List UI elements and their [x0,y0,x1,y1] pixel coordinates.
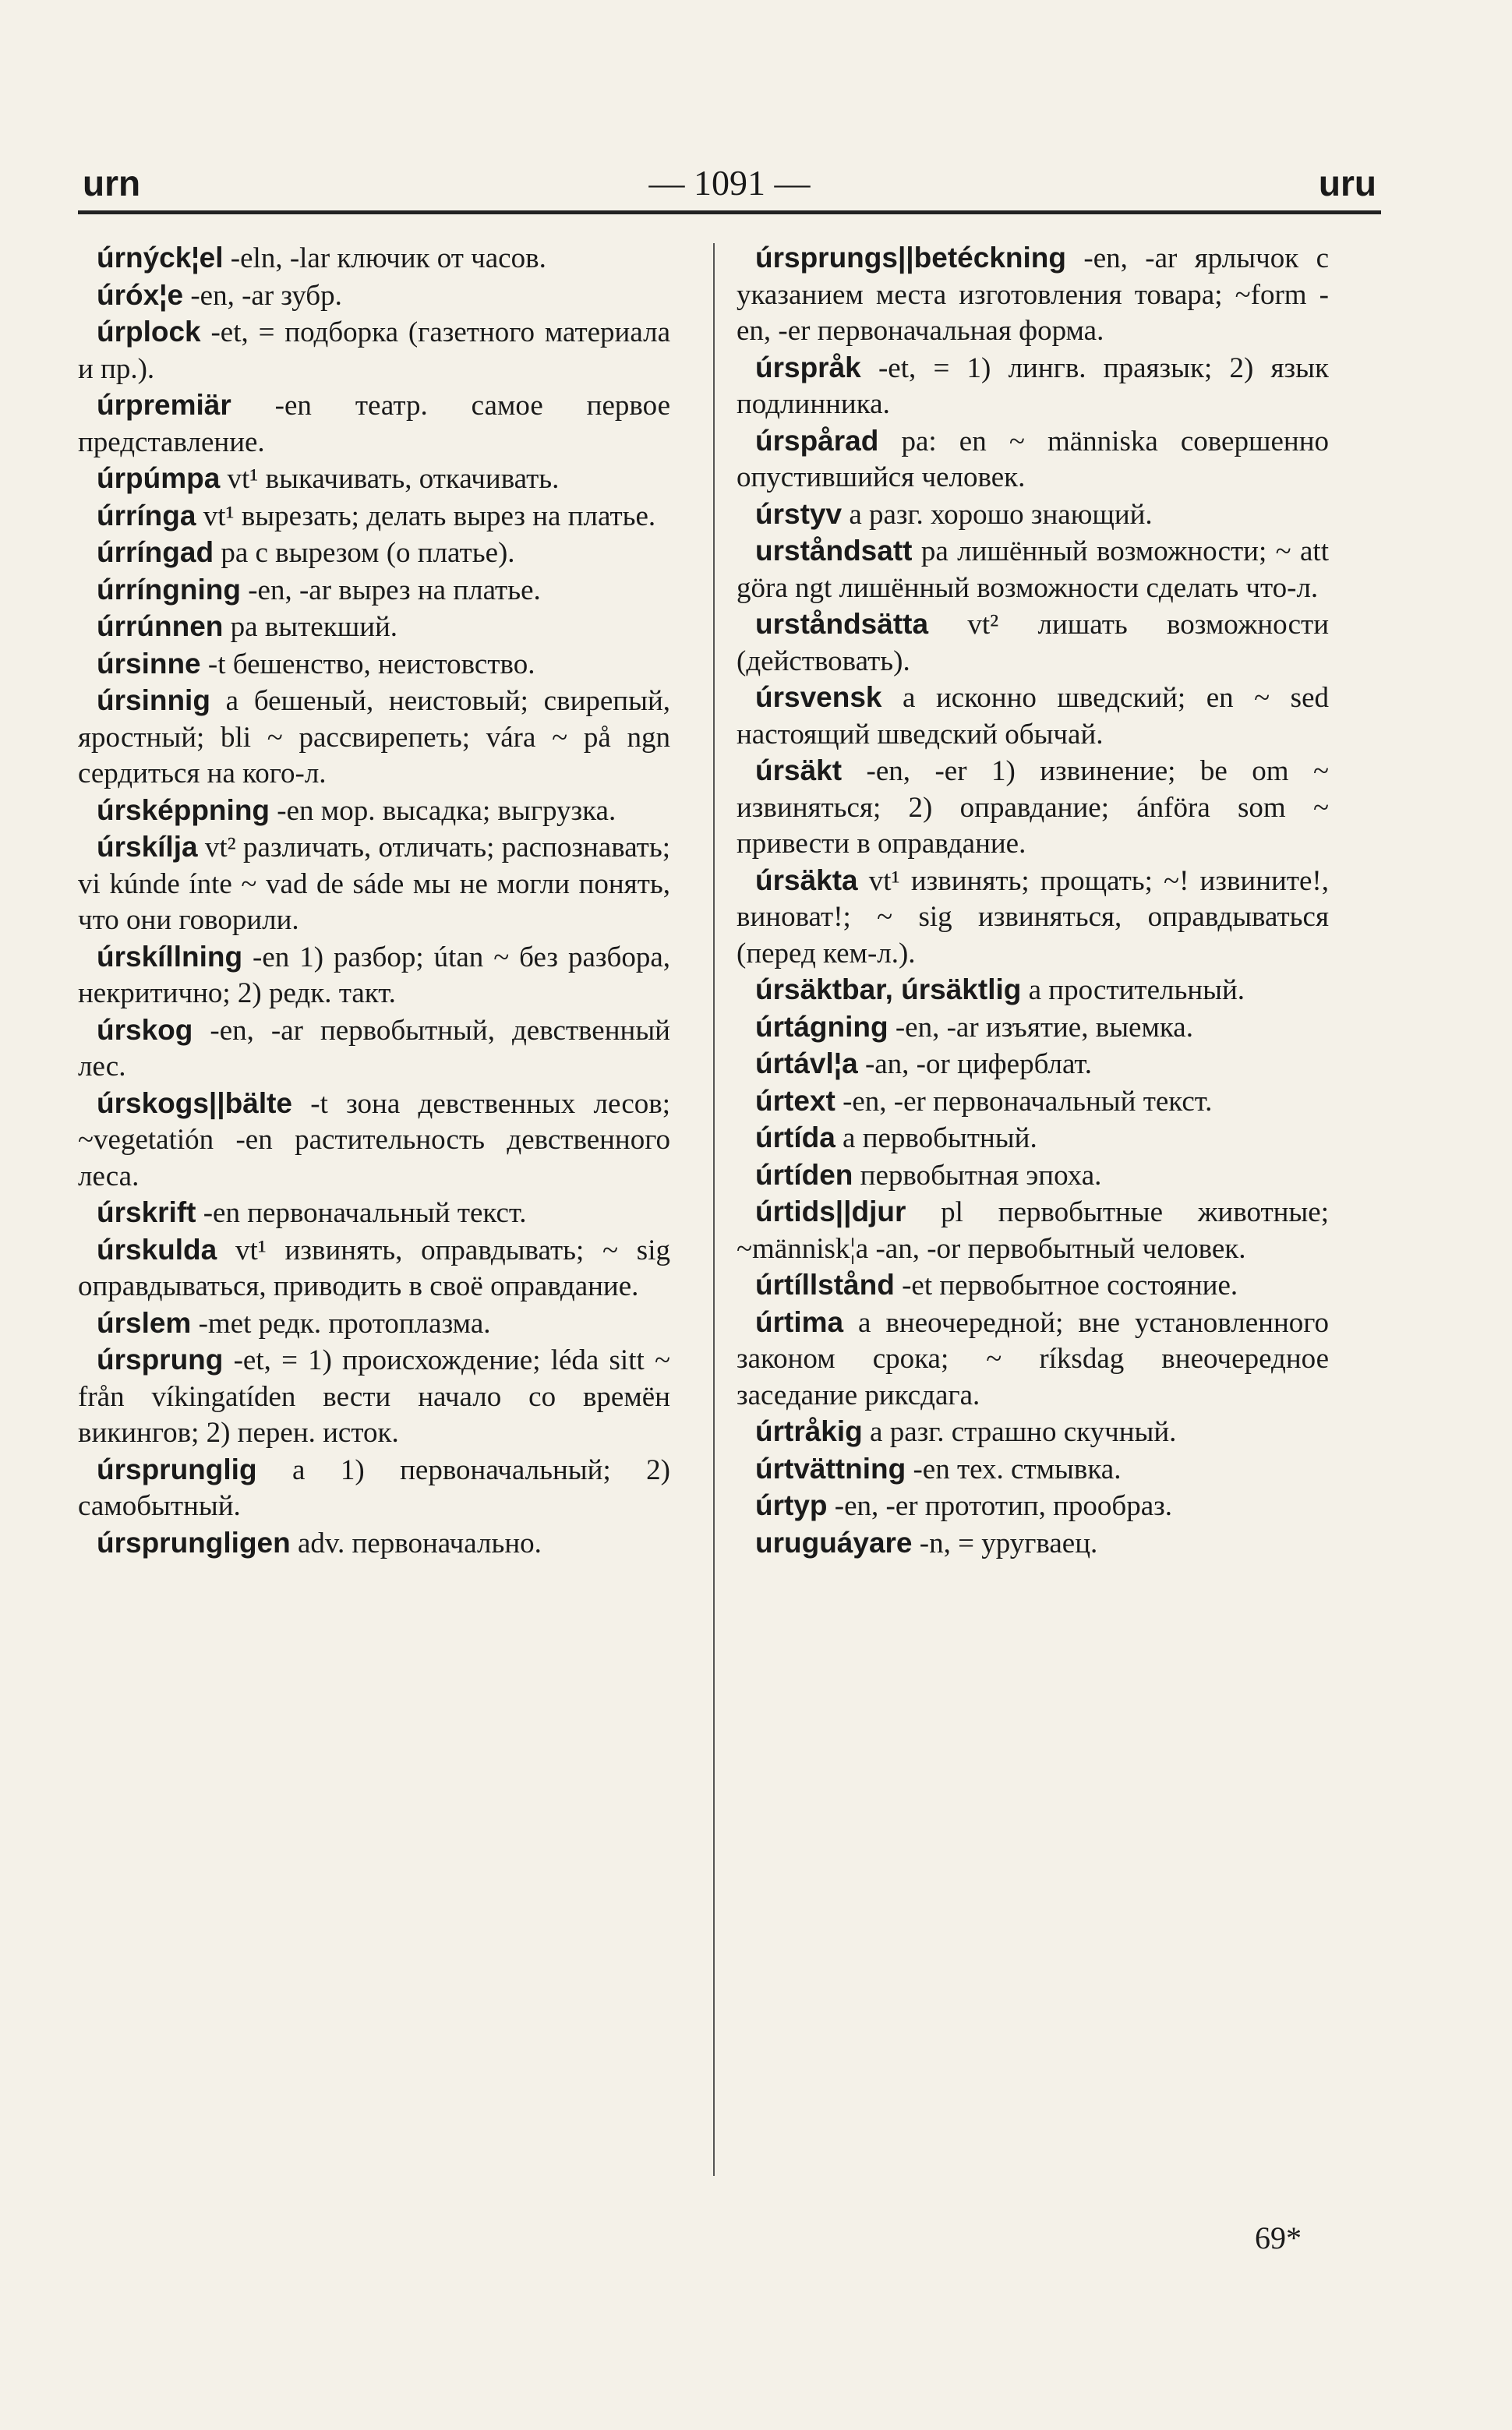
entry-definition: a внеочередной; вне установленного законом срока; ~ ríksdag внеочередное заседание риксдага. [737,1306,1329,1411]
entry-headword: úrsprunglig [97,1453,257,1485]
entry-definition: a бешеный, неистовый; свирепый, яростный; bli ~ рассвирепеть; vára ~ på ngn сердиться на кого-л. [78,685,670,789]
dictionary-entry [78,387,670,461]
entry-definition: -en 1) разбор; útan ~ без разбора, некритично; 2) редк. такт. [78,941,670,1009]
dictionary-entry [737,1267,1329,1305]
entry-definition: vt¹ извинять; прощать; ~! извините!, виноват!; ~ sig извиняться, оправдываться (перед кем-л.). [737,864,1329,970]
entry-headword: úrsprung [97,1344,224,1376]
entry-headword: úrtágning [755,1010,888,1043]
entry-definition: -en мор. высадка; выгрузка. [270,794,616,827]
entry-definition: vt² лишать возможности (действовать). [737,609,1329,677]
entry-headword: úrsäkt [755,754,843,786]
dictionary-entry [737,1157,1329,1195]
entry-definition: -en театр. самое первое представление. [78,390,670,458]
dictionary-entry [78,535,670,572]
dictionary-entry [78,646,670,683]
entry-definition: первобытная эпоха. [853,1159,1102,1192]
entry-definition: -en, -er 1) извинение; be om ~ извиняться; 2) оправдание; ánföra som ~ привести в оправдание. [737,755,1329,860]
entry-headword: úrrúnnen [97,610,224,642]
entry-headword: úrstyv [755,497,843,530]
entry-headword: úrsprungs||betéckning [755,242,1066,274]
entry-definition: a исконно шведский; en ~ sed настоящий шведский обычай. [737,682,1329,751]
entry-headword: úrpremiär [97,389,231,421]
dictionary-entry [78,1086,670,1196]
running-head [83,162,1376,217]
entry-headword: urståndsätta [755,608,929,640]
dictionary-entry [737,1305,1329,1415]
entry-headword: úrskulda [97,1233,217,1266]
dictionary-entry [737,606,1329,680]
entry-headword: úrsäktbar, úrsäktlig [755,973,1022,1005]
entry-headword: úrtima [755,1305,844,1338]
entry-headword: úrskíllning [97,940,243,973]
entry-definition: -et первобытное состояние. [894,1270,1238,1302]
entry-definition: pa лишённый возможности; ~ att göra ngt лишённый возможности сделать что-л. [737,535,1329,604]
dictionary-entry [78,609,670,646]
dictionary-entry [737,1488,1329,1525]
entry-definition: vt¹ выкачивать, откачивать. [220,463,560,495]
entry-definition: -en, -ar вырез на платье. [240,574,541,606]
dictionary-entry [737,1414,1329,1451]
entry-definition: a 1) первоначальный; 2) самобытный. [78,1453,670,1522]
dictionary-entry [78,277,670,315]
dictionary-entry [78,1012,670,1086]
column-divider [713,243,715,2176]
dictionary-entry [737,972,1329,1009]
dictionary-entry [737,240,1329,350]
entry-definition: -et, = подборка (газетного материала и пр.). [78,316,670,385]
entry-definition: pa: en ~ människa совершенно опустившийся человек. [737,425,1329,493]
entry-headword: úrskogs||bälte [97,1086,292,1119]
entry-definition: adv. первоначально. [290,1527,542,1559]
entry-headword: úrtíllstånd [755,1269,895,1301]
entry-headword: úrslem [97,1306,192,1339]
entry-headword: úrtyp [755,1489,828,1521]
entry-definition: vt² различать, отличать; распознавать; vi kúnde ínte ~ vad de sáde мы не могли понять, что они говорили. [78,832,670,936]
entry-definition: pa вытекший. [223,611,398,643]
page-number: — 1091 — [648,163,811,203]
entry-headword: úrskog [97,1013,193,1046]
entry-headword: úrsvensk [755,681,882,713]
dictionary-entry [737,1046,1329,1083]
dictionary-entry [78,1525,670,1563]
dictionary-entry [737,1194,1329,1267]
entry-definition: -en, -er первоначальный текст. [835,1085,1213,1118]
dictionary-entry [78,683,670,793]
entry-definition: a разг. хорошо знающий. [842,498,1153,531]
entry-definition: -en, -ar ярлычок с указанием места изготовления товара; ~form -en, -er первоначальная форма. [737,242,1329,347]
entry-definition: -an, -or циферблат. [857,1048,1093,1080]
entry-definition: -en, -ar зубр. [183,279,342,312]
entry-headword: úrnýck¦el [97,242,224,274]
dictionary-entry [78,1305,670,1343]
dictionary-entry [737,1009,1329,1047]
entry-headword: úrskrift [97,1196,196,1228]
entry-headword: úrtvättning [755,1452,906,1485]
entry-headword: úrtíden [755,1158,853,1191]
entry-definition: -t зона девственных лесов; ~vegetatión -en растительность девственного леса. [78,1087,670,1192]
dictionary-entry [78,793,670,830]
dictionary-entry [737,1451,1329,1489]
entry-headword: úrrínga [97,499,196,532]
entry-headword: úrplock [97,316,201,348]
dictionary-entry [737,753,1329,863]
entry-headword: úrpúmpa [97,462,221,494]
dictionary-entry [78,314,670,387]
dictionary-entry [737,423,1329,496]
entry-definition: -en, -ar изъятие, выемка. [888,1011,1193,1044]
entry-headword: úrsinne [97,647,201,680]
dictionary-entry [737,1083,1329,1121]
entry-headword: úrsinnig [97,684,210,716]
entry-definition: vt¹ извинять, оправдывать; ~ sig оправдываться, приводить в своё оправдание. [78,1234,670,1302]
dictionary-entry [78,939,670,1012]
entry-headword: úrsképpning [97,793,270,826]
dictionary-entry [737,350,1329,423]
entry-definition: pa с вырезом (о платье). [214,537,515,569]
entry-definition: -en первоначальный текст. [196,1197,527,1229]
guide-word-left: urn [83,163,141,203]
dictionary-entry [78,1195,670,1232]
dictionary-entry [78,1232,670,1305]
entry-headword: úróx¦e [97,278,184,311]
dictionary-entry [737,863,1329,973]
dictionary-entry [78,498,670,535]
entry-headword: úrríngad [97,536,214,568]
entry-definition: pl первобытные животные; ~människ¦a -an, -or первобытный человек. [737,1196,1329,1265]
entry-definition: a разг. страшно скучный. [862,1416,1177,1448]
entry-definition: -eln, -lar ключик от часов. [223,242,546,274]
entry-definition: a первобытный. [835,1122,1037,1154]
entry-headword: úrspårad [755,424,879,457]
entry-headword: úrtída [755,1121,835,1153]
entry-definition: -n, = уругваец. [912,1527,1098,1559]
entry-headword: úrtávl¦a [755,1047,858,1079]
entry-definition: vt¹ вырезать; делать вырез на платье. [196,500,656,532]
dictionary-entry [737,1525,1329,1563]
entry-headword: úrsäkta [755,864,858,896]
entry-definition: a простительный. [1021,974,1245,1006]
dictionary-entry [78,1452,670,1525]
signature-mark: 69* [1255,2220,1302,2255]
entry-headword: úrskílja [97,831,198,863]
entry-definition: -en тех. стмывка. [906,1453,1122,1485]
right-column [737,240,1329,1562]
dictionary-entry [78,829,670,939]
dictionary-entry [737,680,1329,753]
dictionary-entry [78,240,670,277]
entry-definition: -en, -er прототип, прообраз. [827,1490,1173,1522]
dictionary-entry [737,533,1329,606]
dictionary-entry [737,496,1329,534]
entry-headword: úrspråk [755,351,861,383]
entry-headword: uruguáyare [755,1526,913,1559]
header-rule [78,210,1381,214]
entry-definition: -et, = 1) происхождение; léda sitt ~ från víkingatíden вести начало со времён викингов; 2) перен. исток. [78,1344,670,1449]
guide-word-right: uru [1318,163,1376,203]
entry-definition: -et, = 1) лингв. праязык; 2) язык подлинника. [737,351,1329,420]
entry-definition: -t бешенство, неистовство. [200,648,535,680]
dictionary-entry [78,572,670,609]
entry-definition: -met редк. протоплазма. [191,1307,491,1340]
entry-headword: úrtråkig [755,1415,863,1447]
entry-headword: urståndsatt [755,535,913,567]
left-column [78,240,670,1562]
entry-definition: -en, -ar первобытный, девственный лес. [78,1014,670,1083]
dictionary-entry [737,1120,1329,1157]
entry-headword: úrsprungligen [97,1526,291,1559]
dictionary-entry [78,461,670,498]
entry-headword: úrríngning [97,573,241,606]
entry-headword: úrtext [755,1084,835,1117]
entry-headword: úrtids||djur [755,1196,906,1227]
dictionary-entry [78,1342,670,1452]
